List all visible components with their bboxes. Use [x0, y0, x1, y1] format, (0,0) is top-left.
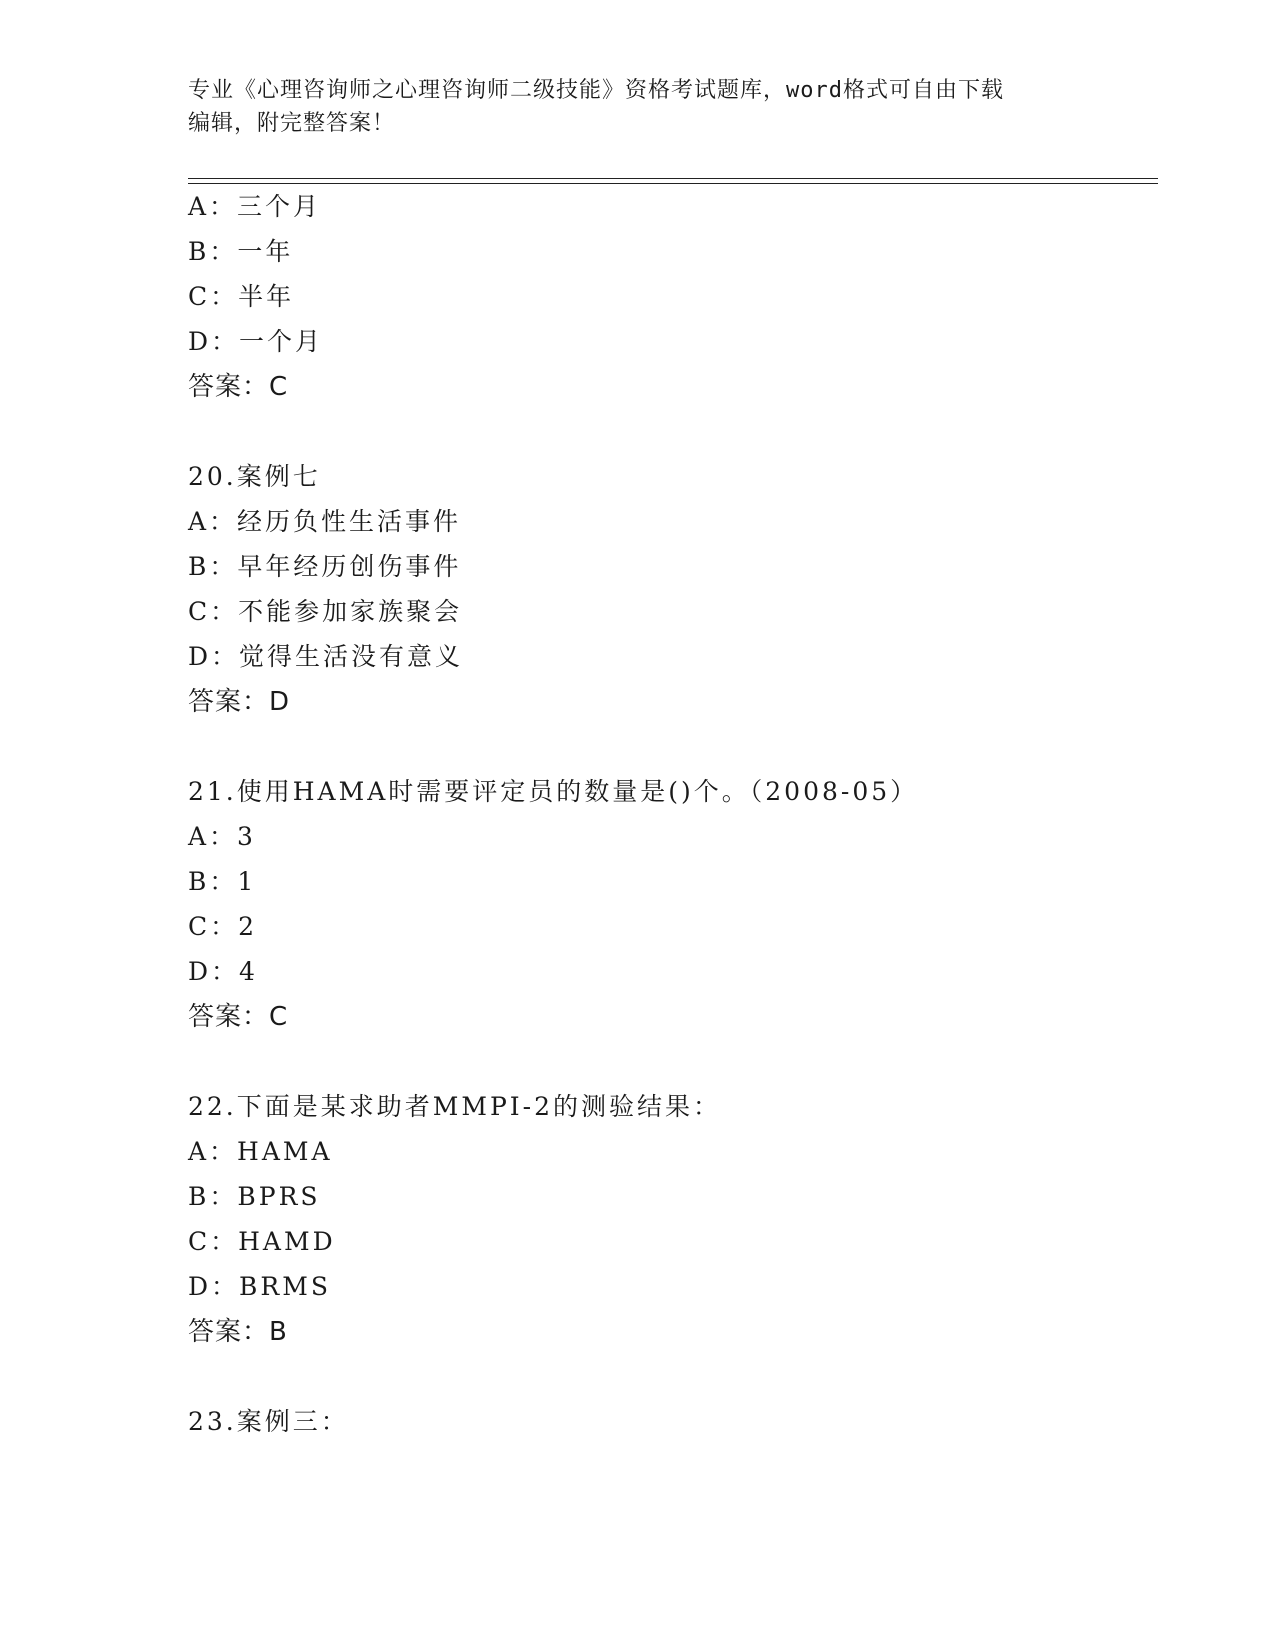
- option-d: D：一个月: [188, 327, 324, 356]
- option-d: D：4: [188, 957, 258, 986]
- header-line-1: 专业《心理咨询师之心理咨询师二级技能》资格考试题库，word格式可自由下载: [188, 78, 1004, 103]
- option-b: B：一年: [188, 237, 294, 266]
- option-c: C：HAMD: [188, 1227, 336, 1256]
- question-22: 22.下面是某求助者MMPI-2的测验结果：: [188, 1092, 722, 1121]
- answer: 答案：C: [188, 1002, 289, 1032]
- option-c: C：不能参加家族聚会: [188, 597, 463, 626]
- answer: 答案：B: [188, 1317, 288, 1347]
- option-a: A：三个月: [188, 192, 322, 221]
- answer: 答案：C: [188, 372, 289, 402]
- option-a: A：经历负性生活事件: [188, 507, 462, 536]
- option-d: D：BRMS: [188, 1272, 331, 1301]
- option-c: C：2: [188, 912, 258, 941]
- header-divider-bottom: [188, 183, 1158, 184]
- option-c: C：半年: [188, 282, 295, 311]
- document-header: [188, 74, 1088, 140]
- header-line-2: 编辑，附完整答案！: [188, 111, 396, 136]
- question-20: 20.案例七: [188, 462, 321, 491]
- option-b: B：BPRS: [188, 1182, 321, 1211]
- answer: 答案：D: [188, 687, 291, 717]
- option-a: A：HAMA: [188, 1137, 333, 1166]
- header-divider-top: [188, 178, 1158, 179]
- option-a: A：3: [188, 822, 256, 851]
- option-b: B：早年经历创伤事件: [188, 552, 462, 581]
- option-d: D：觉得生活没有意义: [188, 642, 464, 671]
- question-23: 23.案例三：: [188, 1407, 349, 1436]
- question-21: 21.使用HAMA时需要评定员的数量是()个。（2008-05）: [188, 777, 919, 806]
- option-b: B：1: [188, 867, 257, 896]
